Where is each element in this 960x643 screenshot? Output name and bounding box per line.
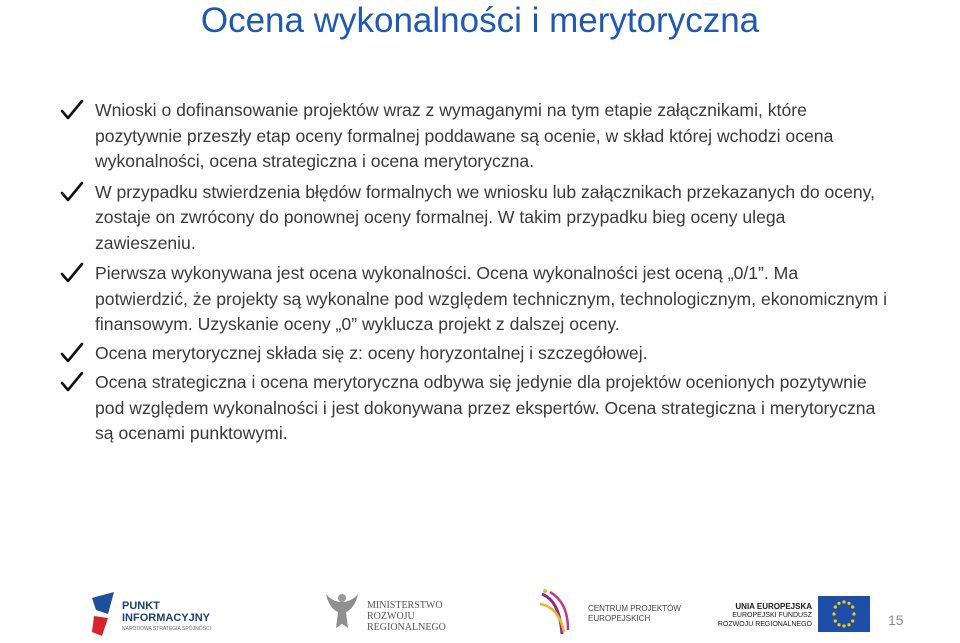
bullet-item [60, 341, 890, 367]
checkmark-icon [60, 262, 84, 284]
mrr-line1: MINISTERSTWO [367, 600, 443, 611]
cpe-logo [538, 588, 681, 638]
footer-logos [0, 582, 960, 643]
bullet-text: W przypadku stwierdzenia błędów formalnych we wniosku lub załącznikach przekazanych do oceny, zostaje on zwrócony do ponownej oceny formalnej. W takim przypadku bieg oceny ulega zawieszeniu. [95, 181, 876, 253]
pi-emblem-icon [90, 592, 116, 636]
mrr-line2: ROZWOJU [367, 611, 415, 622]
pi-line3: NARODOWA STRATEGIA SPÓJNOŚCI [122, 626, 211, 632]
bullet-item [60, 261, 890, 338]
cpe-line1: CENTRUM PROJEKTÓW [588, 604, 681, 613]
checkmark-icon [60, 181, 84, 203]
bullet-item [60, 370, 890, 447]
eu-line1: UNIA EUROPEJSKA [735, 602, 812, 611]
pi-line2: INFORMACYJNY [122, 612, 211, 624]
mrr-logo [325, 588, 465, 638]
eu-line3: ROZWOJU REGIONALNEGO [717, 621, 812, 628]
pi-line1: PUNKT [122, 600, 160, 612]
checkmark-icon [60, 99, 84, 121]
bullet-text: Pierwsza wykonywana jest ocena wykonalności. Ocena wykonalności jest oceną „0/1”. Ma potwierdzić, że projekty są wykonalne pod względem technicznym, technologicznym, ekonomicznym i finansowym. Uzyskanie oceny „0” wyklucza projekt z dalszej oceny. [95, 263, 888, 334]
bullet-list [60, 98, 890, 447]
bullet-text: Wnioski o dofinansowanie projektów wraz z wymaganymi na tym etapie załącznikami, które pozytywnie przeszły etap oceny formalnej poddawane są ocenie, w skład której wchodzi ocena wykonalności, ocena strategiczna i ocena merytoryczna. [95, 100, 834, 171]
eagle-icon [325, 590, 359, 634]
bullet-item [60, 180, 890, 257]
checkmark-icon [60, 342, 84, 364]
mrr-line3: REGIONALNEGO [367, 622, 446, 633]
cpe-swirl-icon [538, 588, 582, 638]
bullet-item [60, 98, 890, 175]
eu-line2: EUROPEJSKI FUNDUSZ [732, 612, 812, 619]
checkmark-icon [60, 371, 84, 393]
eu-logo [717, 588, 870, 638]
punkt-informacyjny-logo [90, 588, 240, 638]
slide-title: Ocena wykonalności i merytoryczna [200, 1, 760, 40]
page-number: 15 [888, 612, 904, 628]
bullet-text: Ocena strategiczna i ocena merytoryczna odbywa się jedynie dla projektów ocenionych pozytywnie pod względem wykonalności i jest dokonywana przez ekspertów. Ocena strategiczna i merytoryczna są ocenami punktowymi. [95, 372, 876, 443]
eu-flag-icon [818, 596, 870, 632]
cpe-line2: EUROPEJSKICH [588, 614, 651, 623]
bullet-text: Ocena merytorycznej składa się z: oceny horyzontalnej i szczegółowej. [95, 342, 648, 363]
